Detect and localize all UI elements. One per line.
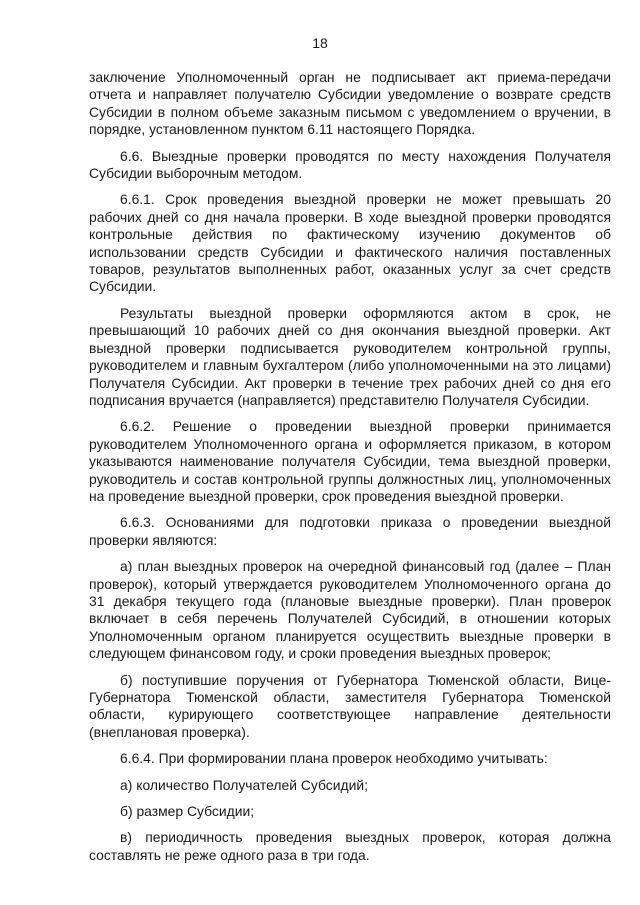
paragraph-6-6-1: 6.6.1. Срок проведения выездной проверки не может превышать 20 рабочих дней со дня начала проверки. В ходе выездной проверки проводятся контрольные действия по фактическому изучению документов об использовании средств Субсидии и фактического наличия поставленных товаров, результатов выполненных работ, оказанных услуг за счет средств Субсидии. (89, 191, 611, 295)
list-item-a-plan: а) план выездных проверок на очередной финансовый год (далее – План проверок), который утверждается руководителем Уполномоченного органа до 31 декабря текущего года (плановые выездные проверки). План проверок включает в себя перечень Получателей Субсидий, в отношении которых Уполномоченным органом планируется осуществить выездные проверки в следующем финансовом году, и сроки проведения выездных проверок; (89, 558, 611, 662)
paragraph-inspection-results: Результаты выездной проверки оформляются актом в срок, не превышающий 10 рабочих дней со дня окончания выездной проверки. Акт выездной проверки подписывается руководителем контрольной группы, руководителем и главным бухгалтером (либо уполномоченными на это лицами) Получателя Субсидии. Акт проверки в течение трех рабочих дней со дня его подписания вручается (направляется) представителю Получателя Субсидии. (89, 304, 611, 408)
document-body (89, 69, 611, 864)
paragraph-6-6-2: 6.6.2. Решение о проведении выездной проверки принимается руководителем Уполномоченного органа и оформляется приказом, в котором указываются наименование получателя Субсидии, тема выездной проверки, руководитель и состав контрольной группы должностных лиц, уполномоченных на проведение выездной проверки, срок проведения выездной проверки. (89, 418, 611, 504)
paragraph-6-6: 6.6. Выездные проверки проводятся по месту нахождения Получателя Субсидии выборочным методом. (89, 147, 611, 182)
list-item-c-frequency: в) периодичность проведения выездных проверок, которая должна составлять не реже одного раза в три года. (89, 829, 611, 863)
list-item-a-count: а) количество Получателей Субсидий; (120, 776, 368, 793)
paragraph-6-6-3: 6.6.3. Основаниями для подготовки приказа о проведении выездной проверки являются: (89, 514, 611, 548)
list-item-b-size: б) размер Субсидии; (120, 803, 255, 820)
paragraph-6-6-4: 6.6.4. При формировании плана проверок необходимо учитывать: (120, 750, 548, 767)
paragraph-continuation: заключение Уполномоченный орган не подписывает акт приема-передачи отчета и направляет получателю Субсидии уведомление о возврате средств Субсидии в полном объеме заказным письмом с уведомлением о вручении, в порядке, установленном пунктом 6.11 настоящего Порядка. (89, 69, 611, 138)
list-item-b-orders: б) поступившие поручения от Губернатора Тюменской области, Вице-Губернатора Тюменской области, заместителя Губернатора Тюменской области, курирующего соответствующее направление деятельности (внеплановая проверка). (89, 671, 611, 740)
page-number: 18 (312, 35, 328, 51)
